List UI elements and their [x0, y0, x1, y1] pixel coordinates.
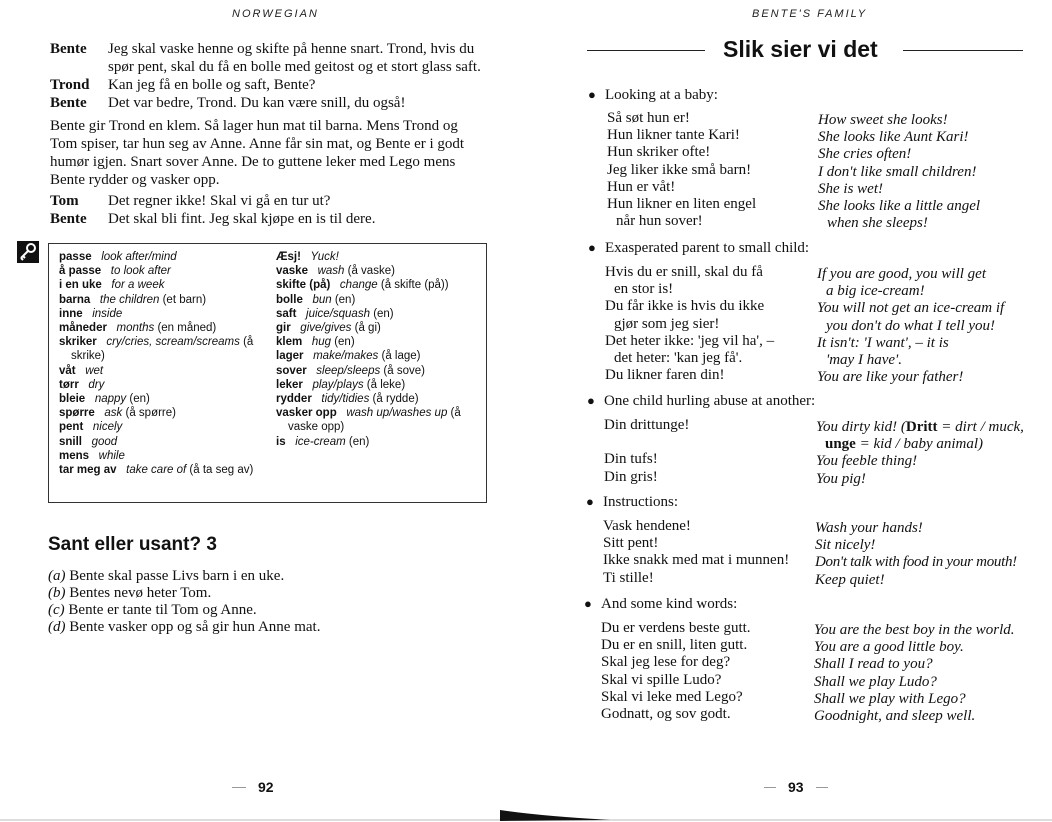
dialogue-line: Bente Det var bedre, Trond. Du kan være snill, du også!: [50, 95, 406, 111]
statement: (b) Bentes nevø heter Tom.: [48, 585, 212, 601]
statement: (d) Bente vasker opp og så gir hun Anne mat.: [48, 619, 321, 635]
key-icon: [17, 241, 39, 263]
vocab-item: lager make/makes (å lage): [276, 350, 421, 363]
vocab-item: spørre ask (å spørre): [59, 407, 176, 420]
norwegian-column: Vask hendene! Sitt pent! Ikke snakk med mat i munnen! Ti stille!: [603, 518, 790, 586]
vocab-item: i en uke for a week: [59, 279, 165, 292]
page-number-rule: [816, 787, 828, 788]
norwegian-column: Hvis du er snill, skal du få en stor is! Du får ikke is hvis du ikke gjør som jeg sier! Det heter ikke: 'jeg vil ha', – det heter: 'kan jeg få'. Du likner faren din!: [605, 264, 775, 384]
section-heading: ● Looking at a baby:: [588, 87, 718, 103]
title-rule-right: [903, 50, 1023, 51]
statement: (a) Bente skal passe Livs barn i en uke.: [48, 568, 285, 584]
vocab-item: tørr dry: [59, 378, 105, 391]
statement: (c) Bente er tante til Tom og Anne.: [48, 602, 257, 618]
norwegian-column: Du er verdens beste gutt. Du er en snill, liten gutt. Skal jeg lese for deg? Skal vi spille Ludo? Skal vi leke med Lego? Godnatt, og sov godt.: [601, 620, 751, 723]
bullet-icon: ●: [588, 240, 596, 255]
english-column: How sweet she looks! She looks like Aunt Kari! She cries often! I don't like small children! She is wet! She looks like a little angel when she sleeps!: [818, 112, 981, 232]
vocab-item: bleie nappy (en): [59, 393, 150, 406]
section-heading: ● Exasperated parent to small child:: [588, 240, 810, 256]
vocab-item: skifte (på) change (å skifte (på)): [276, 279, 449, 292]
bullet-icon: ●: [586, 494, 594, 509]
vocab-item: inne inside: [59, 307, 123, 320]
bullet-icon: ●: [587, 393, 595, 408]
true-false-list: [48, 568, 488, 636]
norwegian-column: Din drittunge! Din tufs! Din gris!: [604, 417, 690, 485]
vocab-column-2: [276, 250, 481, 449]
vocab-column-1: [59, 250, 264, 477]
english-column: If you are good, you will get a big ice-cream! You will not get an ice-cream if you don't do what I tell you! It isn't: 'I want', – it is 'may I have'. You are like your father!: [817, 266, 1005, 386]
vocab-item: barna the children (et barn): [59, 293, 207, 306]
vocab-item: Æsj! Yuck!: [276, 251, 339, 263]
english-column: You dirty kid! (Dritt = dirt / muck, unge = kid / baby animal) You feeble thing! You pig!: [816, 419, 1024, 487]
dialogue-line: Tom Det regner ikke! Skal vi gå en tur ut?: [50, 193, 331, 209]
page-number-rule: [764, 787, 776, 788]
right-page-number: 93: [788, 779, 804, 795]
binding-shadow: [0, 800, 1052, 822]
dialogue-line: Trond Kan jeg få en bolle og saft, Bente?: [50, 77, 316, 93]
vocab-item: snill good: [59, 435, 118, 448]
vocab-item: is ice-cream (en): [276, 435, 370, 448]
vocab-item: pent nicely: [59, 421, 123, 434]
left-page-number: 92: [258, 779, 274, 795]
story-paragraph: Bente gir Trond en klem. Så lager hun mat til barna. Mens Trond og Tom spiser, tar hun seg av Anne. Anne får sin mat, og Bente er i godt humør igjen. Snart sover Anne. De to guttene leker med Lego mens Bente rydder og vasker opp.: [50, 118, 465, 188]
vocab-item: leker play/plays (å leke): [276, 378, 406, 391]
dialogue-1: Bente Jeg skal vaske henne og skifte på henne snart. Trond, hvis du spør pent, skal du få en bolle med geitost og et stort glass saft. Trond Kan jeg få en bolle og saft, Bente? Bente Det var bedre, Trond. Du kan være snill, du også!: [50, 40, 500, 112]
vocab-item: rydder tidy/tidies (å rydde): [276, 393, 419, 406]
left-running-head: NORWEGIAN: [232, 8, 319, 20]
dialogue-2: [50, 192, 500, 228]
vocab-item: vasker opp wash up/washes up (å vaske opp): [276, 407, 461, 434]
vocab-item: vaske wash (å vaske): [276, 265, 395, 278]
vocab-item: å passe to look after: [59, 265, 171, 278]
section-heading: ● Instructions:: [586, 494, 678, 510]
vocab-item: gir give/gives (å gi): [276, 322, 381, 335]
page-title: Slik sier vi det: [723, 36, 878, 62]
vocab-item: mens while: [59, 449, 125, 462]
english-column: Wash your hands! Sit nicely! Don't talk with food in your mouth! Keep quiet!: [815, 520, 1017, 588]
section-title: Sant eller usant? 3: [48, 534, 217, 555]
dialogue-line: Bente Jeg skal vaske henne og skifte på henne snart. Trond, hvis du: [50, 41, 475, 57]
norwegian-column: Så søt hun er! Hun likner tante Kari! Hun skriker ofte! Jeg liker ikke små barn! Hun er våt! Hun likner en liten engel når hun sover!: [607, 110, 757, 230]
section-heading: ● One child hurling abuse at another:: [587, 393, 816, 409]
vocab-item: klem hug (en): [276, 336, 355, 349]
dialogue-line: Bente Det skal bli fint. Jeg skal kjøpe en is til dere.: [50, 211, 376, 227]
vocab-item: saft juice/squash (en): [276, 307, 394, 320]
section-heading: ● And some kind words:: [584, 596, 738, 612]
bullet-icon: ●: [584, 596, 592, 611]
page-number-rule: [232, 787, 246, 788]
english-column: You are the best boy in the world. You are a good little boy. Shall I read to you? Shall we play Ludo? Shall we play with Lego? Goodnight, and sleep well.: [814, 622, 1015, 725]
vocab-item: sover sleep/sleeps (å sove): [276, 364, 425, 377]
vocabulary-box: [48, 243, 487, 503]
vocab-item: tar meg av take care of (å ta seg av): [59, 464, 254, 477]
bullet-icon: ●: [588, 87, 596, 102]
vocab-item: måneder months (en måned): [59, 322, 217, 335]
vocab-item: våt wet: [59, 364, 104, 377]
vocab-item: passe look after/mind: [59, 251, 177, 263]
right-running-head: BENTE'S FAMILY: [752, 8, 868, 20]
vocab-item: skriker cry/cries, scream/screams (å skrike): [59, 336, 254, 363]
vocab-item: bolle bun (en): [276, 293, 356, 306]
title-rule-left: [587, 50, 705, 51]
